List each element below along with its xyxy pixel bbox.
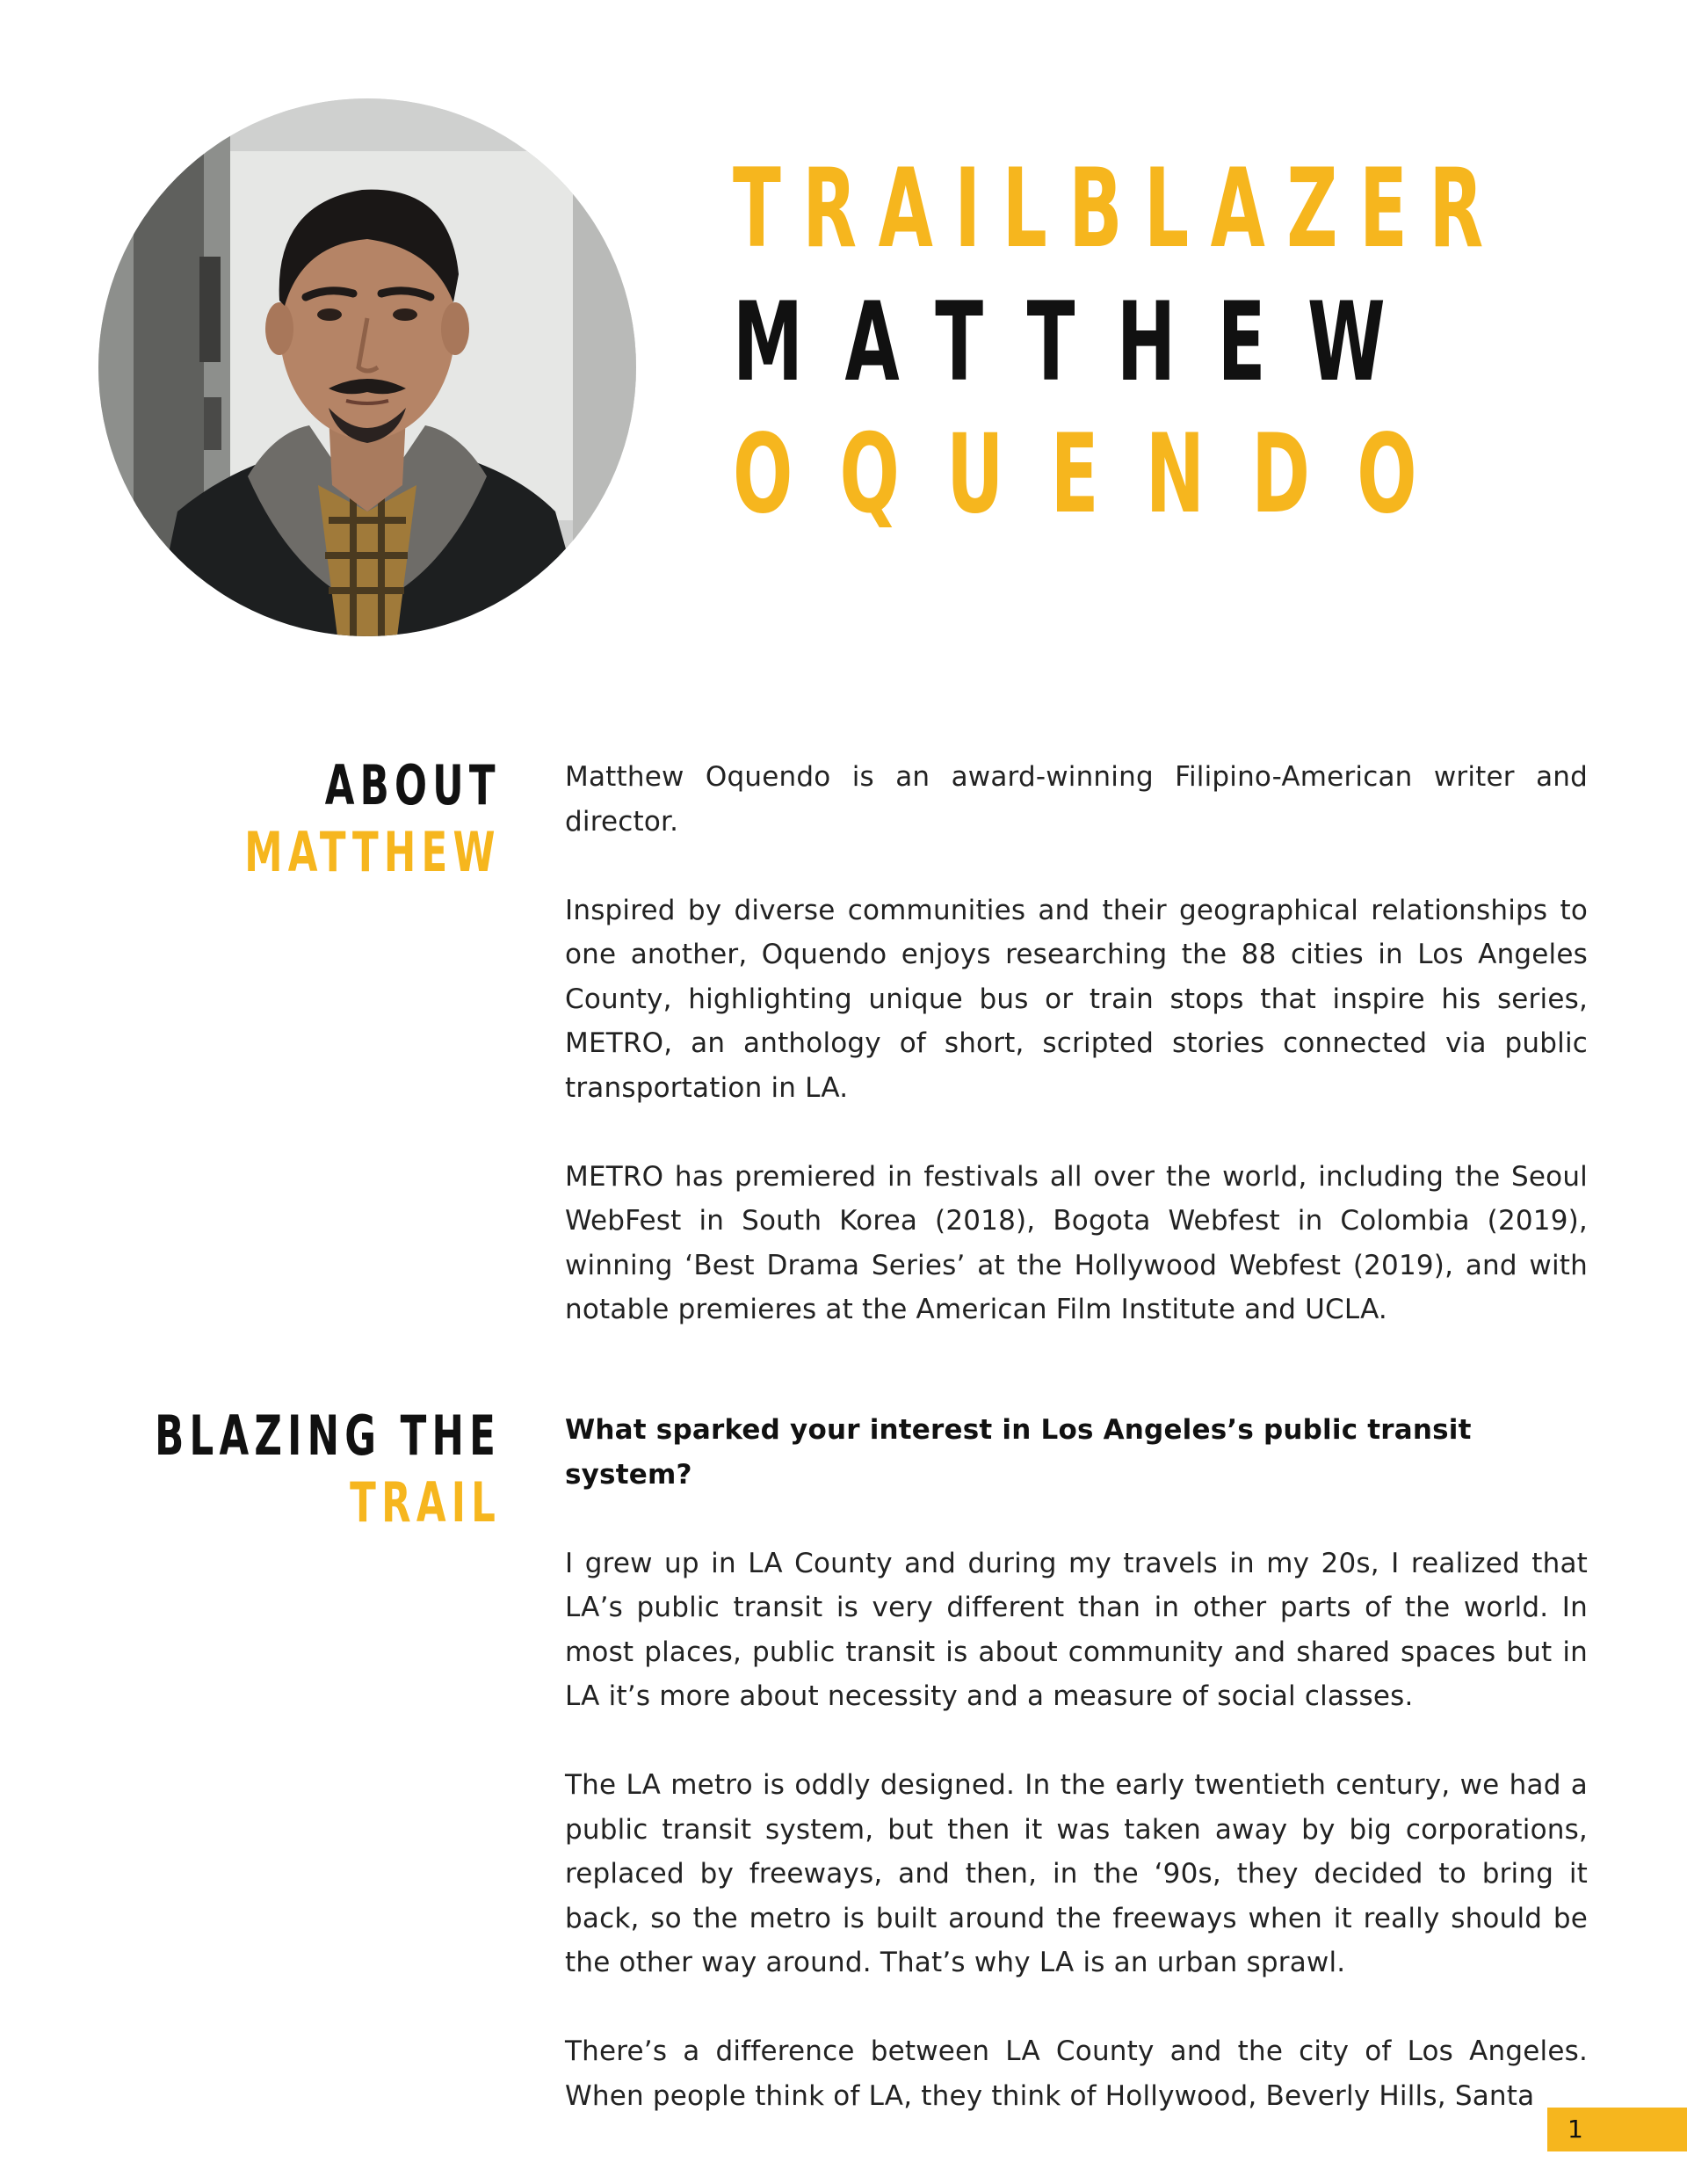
blazing-heading-line2: TRAIL <box>350 1470 501 1535</box>
about-heading-line1: ABOUT <box>324 753 501 817</box>
interview-answer-paragraph: There’s a difference between LA County and the city of Los Angeles. When people think of LA, they think of Hollywood, Beverly Hills, Santa <box>565 2035 1588 2112</box>
about-heading <box>172 752 501 886</box>
title-line-trailblazer: TRAILBLAZER <box>733 146 1505 272</box>
blazing-heading <box>57 1403 501 1536</box>
title-line-first-name: MATTHEW <box>733 279 1428 406</box>
blazing-heading-line1: BLAZING THE <box>155 1404 501 1468</box>
portrait-photo <box>98 98 636 636</box>
title-line-last-name: OQUENDO <box>733 411 1464 538</box>
about-paragraph: Inspired by diverse communities and their geographical relationships to one another, Oquendo enjoys researching the 88 cities in Los Angeles County, highlighting unique bus or train stops that inspire his series, METRO, an anthology of short, scripted stories connected via public transportation in LA. <box>565 894 1588 1104</box>
about-body <box>565 755 1588 1376</box>
about-heading-line2: MATTHEW <box>244 820 501 884</box>
blazing-body <box>565 1408 1588 2163</box>
interview-answer-paragraph: The LA metro is oddly designed. In the early twentieth century, we had a public transit system, but then it was taken away by big corporations, replaced by freeways, and then, in the ‘90s, they decided to bring it back, so the metro is built around the freeways when it really should be the other way around. That’s why LA is an urban sprawl. <box>565 1769 1588 1978</box>
page-number: 1 <box>1568 2115 1583 2144</box>
portrait-illustration <box>98 98 636 636</box>
about-paragraph: METRO has premiered in festivals all over the world, including the Seoul WebFest in South Korea (2018), Bogota Webfest in Colombia (2019), winning ‘Best Drama Series’ at the Hollywood Webfest (2019), and with notable premieres at the American Film Institute and UCLA. <box>565 1160 1588 1325</box>
interview-answer-paragraph: I grew up in LA County and during my travels in my 20s, I realized that LA’s public transit is very different than in other parts of the world. In most places, public transit is about community and shared spaces but in LA it’s more about necessity and a measure of social classes. <box>565 1547 1588 1712</box>
interview-question: What sparked your interest in Los Angeles’s public transit system? <box>565 1414 1472 1491</box>
about-paragraph: Matthew Oquendo is an award-winning Filipino-American writer and director. <box>565 761 1588 838</box>
